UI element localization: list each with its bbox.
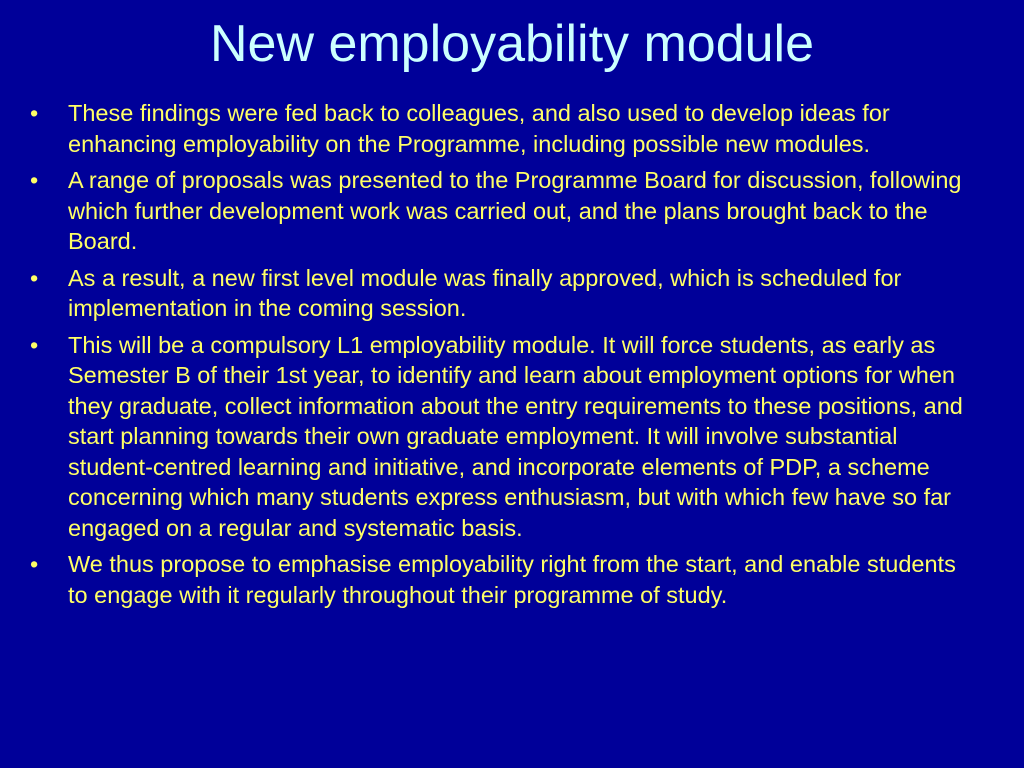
slide-title: New employability module <box>209 15 815 73</box>
bullet-text: As a result, a new first level module was finally approved, which is scheduled for implementation in the coming session. <box>68 264 902 321</box>
bullet-list <box>30 98 980 616</box>
bullet-icon: • <box>30 331 39 358</box>
bullet-item <box>30 165 980 257</box>
bullet-icon: • <box>30 167 39 193</box>
bullet-icon: • <box>30 264 39 291</box>
bullet-text: We thus propose to emphasise employability right from the start, and enable students to engage with it regularly throughout their programme of study. <box>68 551 956 608</box>
bullet-icon: • <box>30 100 39 126</box>
bullet-text: These findings were fed back to colleagues, and also used to develop ideas for enhancing employability on the Programme, including possible new modules. <box>68 100 890 157</box>
bullet-item <box>30 549 980 610</box>
bullet-item <box>30 263 980 324</box>
bullet-icon: • <box>30 551 39 577</box>
bullet-text: A range of proposals was presented to the Programme Board for discussion, following which further development work was carried out, and the plans brought back to the Board. <box>68 167 962 254</box>
bullet-text: This will be a compulsory L1 employability module. It will force students, as early as Semester B of their 1st year, to identify and learn about employment options for when they graduate, collect information about the entry requirements to these positions, and start planning towards their own graduate employment. It will involve substantial student-centred learning and initiative, and incorporate elements of PDP, a scheme concerning which many students express enthusiasm, but with which few have so far engaged on a regular and systematic basis. <box>68 331 963 541</box>
bullet-item <box>30 330 980 544</box>
bullet-item <box>30 98 980 159</box>
